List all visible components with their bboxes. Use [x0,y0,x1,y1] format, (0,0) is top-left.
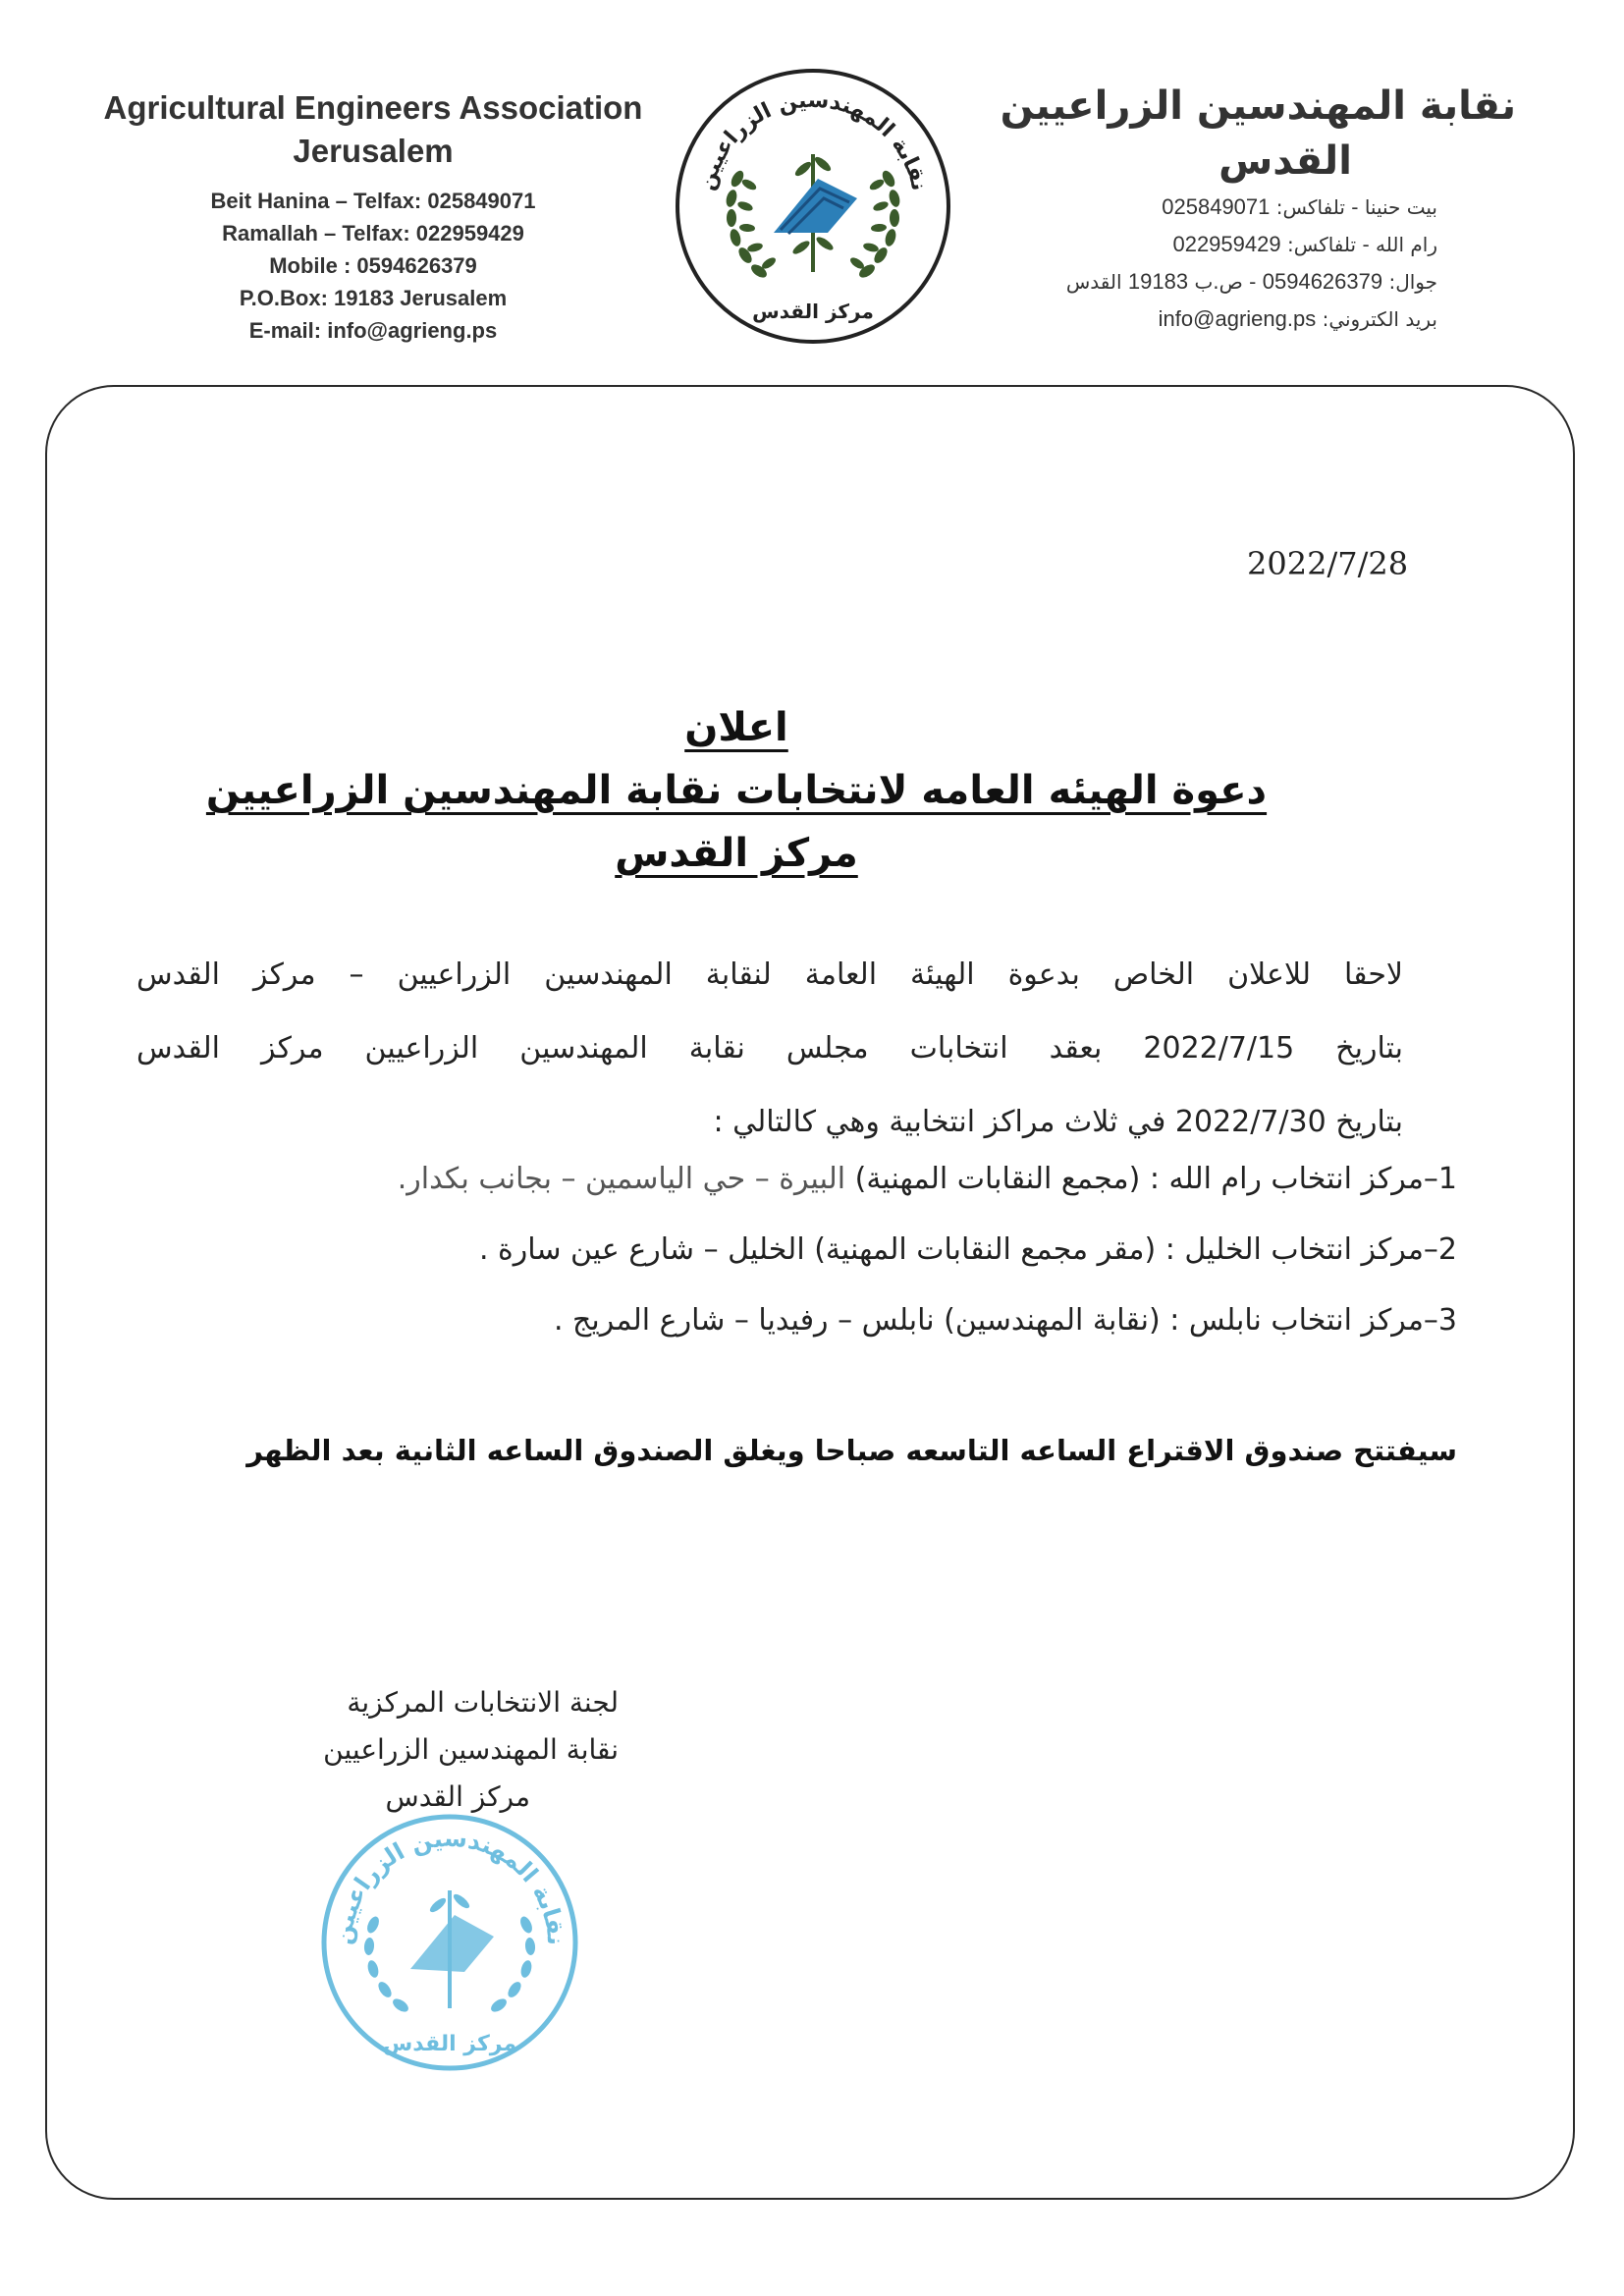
contact-beit-hanina: Beit Hanina – Telfax: 025849071 [210,189,536,213]
signature-block [226,1679,619,1821]
signature-committee: لجنة الانتخابات المركزية [347,1686,619,1719]
title-center: مركز القدس [615,831,858,876]
election-centers-list [181,1144,1457,1356]
contact-email: E-mail: info@agrieng.ps [248,318,498,343]
org-city-ar: القدس [1218,138,1352,184]
org-name-en: Agricultural Engineers Association [103,89,643,126]
org-city-en: Jerusalem [293,133,454,169]
body-paragraph [136,938,1403,1159]
contact-ar-email: بريد الكتروني: info@agrieng.ps [1158,306,1437,331]
official-stamp [312,1807,587,2077]
svg-text:مركز القدس: مركز القدس [752,300,874,323]
title-invitation: دعوة الهيئه العامه لانتخابات نقابة المهندسين الزراعيين [205,768,1268,813]
svg-text:نقابة المهندسين الزراعيين: نقابة المهندسين الزراعيين [329,1824,570,1946]
signature-association: نقابة المهندسين الزراعيين [323,1733,619,1766]
contact-mobile: Mobile : 0594626379 [269,253,477,278]
signature-center: مركز القدس [385,1780,530,1813]
body-line-1: لاحقا للاعلان الخاص بدعوة الهيئة العامة لنقابة المهندسين الزراعيين – مركز القدس [136,957,1403,992]
ballot-hours-notice: سيفتتح صندوق الاقتراع الساعه التاسعه صباحا ويغلق الصندوق الساعه الثانية بعد الظهر [246,1434,1457,1467]
document-date: 2022/7/28 [1247,545,1409,582]
svg-text:مركز القدس: مركز القدس [382,2032,517,2056]
center-nablus: 3–مركز انتخاب نابلس : (نقابة المهندسين) نابلس – رفيديا – شارع المريج . [553,1303,1457,1338]
body-line-2: بتاريخ 2022/7/15 بعقد انتخابات مجلس نقابة المهندسين الزراعيين مركز القدس [136,1031,1404,1066]
header-english [39,86,707,347]
contact-ar-mobile: جوال: 0594626379 - ص.ب 19183 القدس [1065,269,1437,294]
title-announcement: اعلان [684,705,788,750]
svg-text:نقابة المهندسين الزراعيين: نقابة المهندسين الزراعيين [694,87,932,193]
contact-ramallah: Ramallah – Telfax: 022959429 [222,221,524,246]
header-arabic [966,79,1516,338]
body-line-3: بتاريخ 2022/7/30 في ثلاث مراكز انتخابية وهي كالتالي : [713,1105,1403,1139]
contact-ar-ramallah: رام الله - تلفاكس: 022959429 [1172,232,1437,256]
contact-pobox: P.O.Box: 19183 Jerusalem [239,286,508,310]
org-name-ar: نقابة المهندسين الزراعيين [1000,83,1516,129]
center-hebron: 2–مركز انتخاب الخليل : (مقر مجمع النقابات المهنية) الخليل – شارع عين سارة . [478,1232,1457,1267]
center-ramallah: 1–مركز انتخاب رام الله : (مجمع النقابات المهنية) البيرة – حي الياسمين – بجانب بكدار. [397,1162,1457,1196]
contact-ar-beit-hanina: بيت حنينا - تلفاكس: 025849071 [1162,194,1437,219]
association-logo [671,61,955,351]
